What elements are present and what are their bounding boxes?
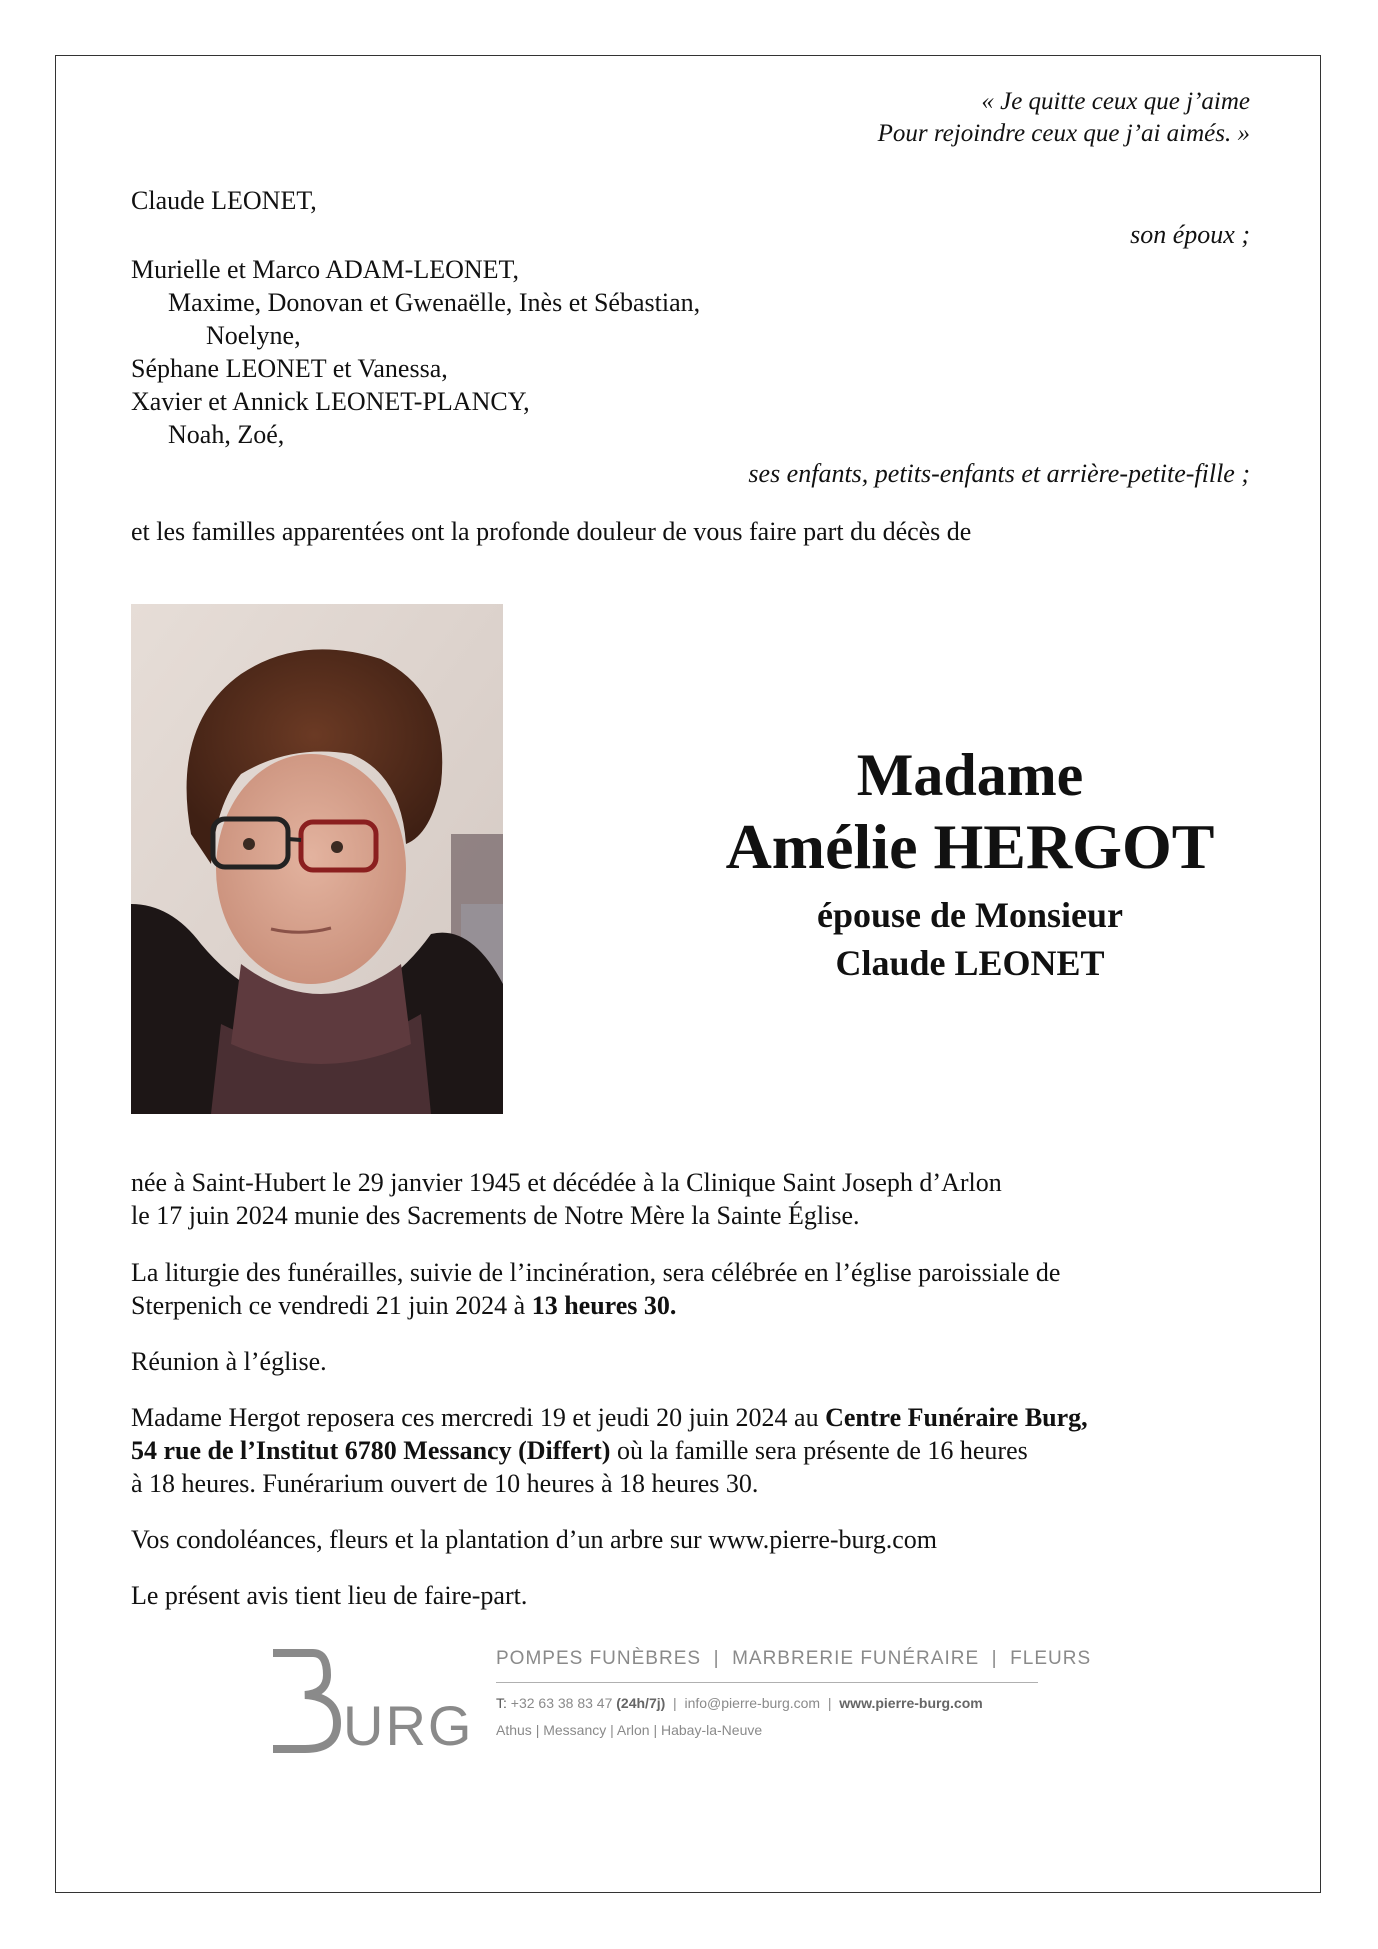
family-member: Murielle et Marco ADAM-LEONET, xyxy=(131,255,519,284)
footer-email[interactable]: info@pierre-burg.com xyxy=(684,1695,821,1711)
family-member: Xavier et Annick LEONET-PLANCY, xyxy=(131,387,530,416)
condolences-text: Vos condoléances, fleurs et la plantation d’un arbre sur www.pierre-burg.com xyxy=(131,1525,937,1554)
footer-website[interactable]: www.pierre-burg.com xyxy=(839,1695,983,1711)
funeral-center-address: 54 rue de l’Institut 6780 Messancy (Differt) xyxy=(131,1436,611,1465)
services-line: POMPES FUNÈBRES | MARBRERIE FUNÉRAIRE | FLEURS xyxy=(496,1648,1092,1669)
deceased-title: Madame xyxy=(856,742,1084,808)
spouse-line-2: Claude LEONET xyxy=(835,943,1105,983)
birth-line-2: le 17 juin 2024 munie des Sacrements de Notre Mère la Sainte Église. xyxy=(131,1201,860,1230)
rest-paragraph xyxy=(131,1401,1251,1500)
portrait-photo xyxy=(131,604,503,1114)
funeral-center-name: Centre Funéraire Burg, xyxy=(825,1403,1088,1432)
birth-line-1: née à Saint-Hubert le 29 janvier 1945 et décédée à la Clinique Saint Joseph d’Arlon xyxy=(131,1168,1002,1197)
husband-name: Claude LEONET, xyxy=(131,186,317,215)
husband-role: son époux ; xyxy=(1130,220,1250,249)
rest-line-2-text: où la famille sera présente de 16 heures xyxy=(610,1436,1028,1465)
locations-line: Athus | Messancy | Arlon | Habay-la-Neuve xyxy=(496,1722,763,1738)
liturgy-time: 13 heures 30. xyxy=(531,1291,677,1320)
phone-hours: (24h/7j) xyxy=(616,1695,666,1711)
rest-line-1-text: Madame Hergot reposera ces mercredi 19 et jeudi 20 juin 2024 au xyxy=(131,1403,826,1432)
children-role: ses enfants, petits-enfants et arrière-petite-fille ; xyxy=(748,459,1250,488)
epigraph-line-1: « Je quitte ceux que j’aime xyxy=(981,88,1250,115)
logo-letters: URG xyxy=(343,1694,474,1757)
deceased-name: Amélie HERGOT xyxy=(725,811,1215,882)
notice-text: Le présent avis tient lieu de faire-part. xyxy=(131,1581,528,1610)
phone-number: +32 63 38 83 47 xyxy=(506,1695,617,1711)
family-member: Séphane LEONET et Vanessa, xyxy=(131,354,448,383)
footer-divider xyxy=(496,1682,1038,1683)
burg-logo xyxy=(265,1645,474,1757)
epigraph-line-2: Pour rejoindre ceux que j’ai aimés. » xyxy=(877,120,1250,147)
phone-label: T: xyxy=(496,1695,507,1711)
family-member: Noah, Zoé, xyxy=(168,420,285,449)
reunion-text: Réunion à l’église. xyxy=(131,1347,327,1376)
family-member: Maxime, Donovan et Gwenaëlle, Inès et Sébastian, xyxy=(168,288,701,317)
announcement-text: et les familles apparentées ont la profonde douleur de vous faire part du décès de xyxy=(131,517,972,546)
liturgy-line-2 xyxy=(131,1289,1251,1322)
rest-line-3: à 18 heures. Funérarium ouvert de 10 heures à 18 heures 30. xyxy=(131,1469,759,1498)
birth-death-paragraph xyxy=(131,1166,1251,1232)
spouse-line-1: épouse de Monsieur xyxy=(817,895,1123,935)
liturgy-line-2-text: Sterpenich ce vendredi 21 juin 2024 à xyxy=(131,1291,532,1320)
liturgy-line-1: La liturgie des funérailles, suivie de l’incinération, sera célébrée en l’église paroissiale de xyxy=(131,1258,1061,1287)
contact-line: T: +32 63 38 83 47 (24h/7j) | info@pierre-burg.com | www.pierre-burg.com xyxy=(496,1695,983,1711)
family-member: Noelyne, xyxy=(206,321,301,350)
liturgy-paragraph xyxy=(131,1256,1251,1322)
epigraph xyxy=(878,86,1250,150)
